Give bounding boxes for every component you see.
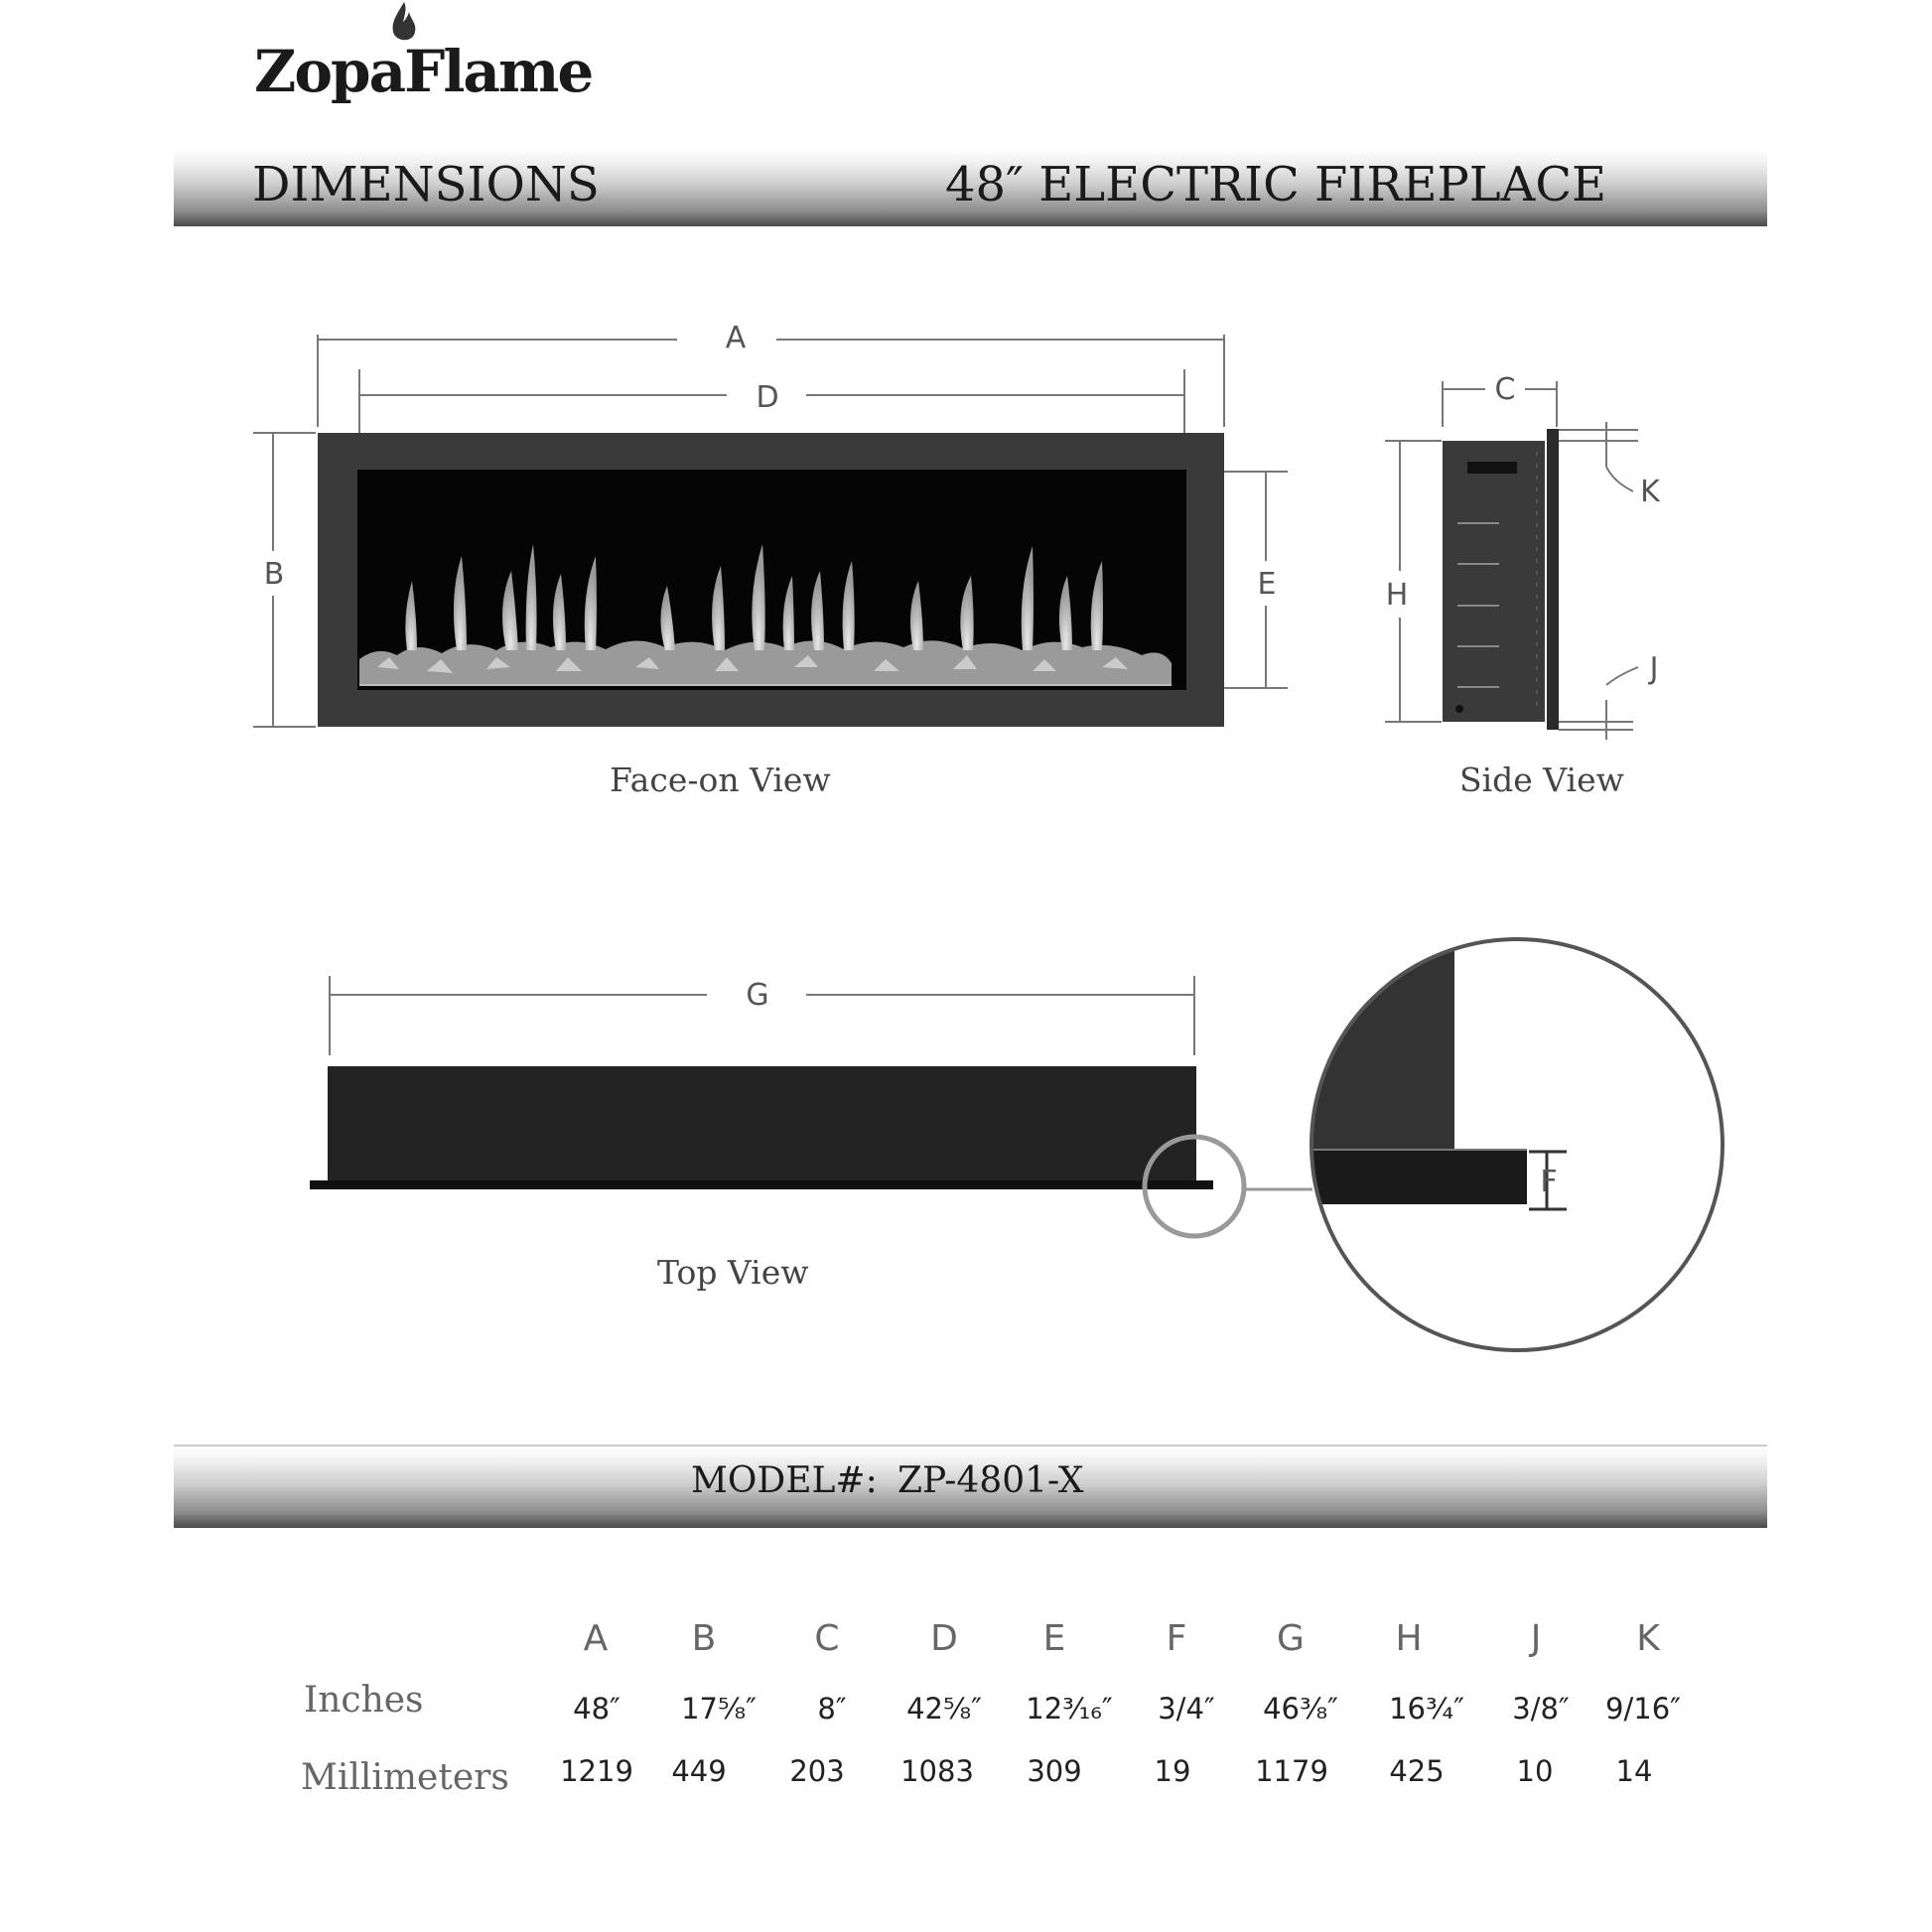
table-cell: 46³⁄₈″ [1263,1692,1338,1725]
table-cell: 19 [1154,1754,1191,1788]
brand-name: ZopaFlame [254,38,593,105]
table-cell: 9/16″ [1605,1692,1681,1725]
table-cell: 14 [1615,1754,1653,1788]
table-header-A: A [583,1618,609,1659]
dim-letter-J: J [1649,651,1659,686]
table-cell: 1083 [900,1754,974,1788]
table-header-G: G [1277,1618,1305,1659]
side-view-drawing [1385,381,1638,740]
top-view-label: Top View [657,1253,809,1292]
table-header-C: C [814,1618,840,1659]
table-cell: 3/8″ [1512,1692,1570,1725]
table-cell: 1219 [560,1754,633,1788]
model-label: MODEL#: [691,1460,878,1501]
table-header-H: H [1395,1618,1423,1659]
table-cell: 10 [1516,1754,1554,1788]
header-right-title: 48″ ELECTRIC FIREPLACE [945,157,1607,212]
model-value: ZP-4801-X [897,1460,1084,1501]
dim-letter-G: G [746,978,769,1013]
table-cell: 8″ [817,1692,847,1725]
dim-letter-C: C [1494,372,1516,407]
table-cell: 425 [1389,1754,1445,1788]
table-cell: 16³⁄₄″ [1389,1692,1464,1725]
dim-letter-A: A [725,321,747,355]
dim-letter-K: K [1640,475,1660,509]
table-header-F: F [1166,1618,1187,1659]
table-cell: 203 [789,1754,845,1788]
table-cell: 309 [1027,1754,1082,1788]
table-cell: 17⁵⁄₈″ [681,1692,757,1725]
row-label-millimeters: Millimeters [301,1757,509,1798]
dim-letter-E: E [1257,567,1277,602]
dim-letter-D: D [756,380,779,415]
table-cell: 42⁵⁄₈″ [906,1692,982,1725]
top-view-drawing [310,933,1737,1370]
table-header-B: B [691,1618,717,1659]
table-cell: 48″ [573,1692,621,1725]
row-label-inches: Inches [304,1680,424,1721]
table-header-K: K [1636,1618,1660,1659]
table-cell: 12³⁄₁₆″ [1026,1692,1113,1725]
dim-letter-B: B [263,557,285,592]
table-cell: 449 [671,1754,727,1788]
header-left-title: DIMENSIONS [252,157,600,212]
table-cell: 1179 [1255,1754,1328,1788]
table-cell: 3/4″ [1158,1692,1215,1725]
side-view-label: Side View [1459,760,1624,799]
face-on-view-label: Face-on View [610,760,831,799]
dim-letter-F: F [1540,1165,1558,1199]
table-header-J: J [1530,1618,1542,1659]
table-header-E: E [1042,1618,1066,1659]
table-header-D: D [930,1618,958,1659]
dim-letter-H: H [1385,578,1409,613]
